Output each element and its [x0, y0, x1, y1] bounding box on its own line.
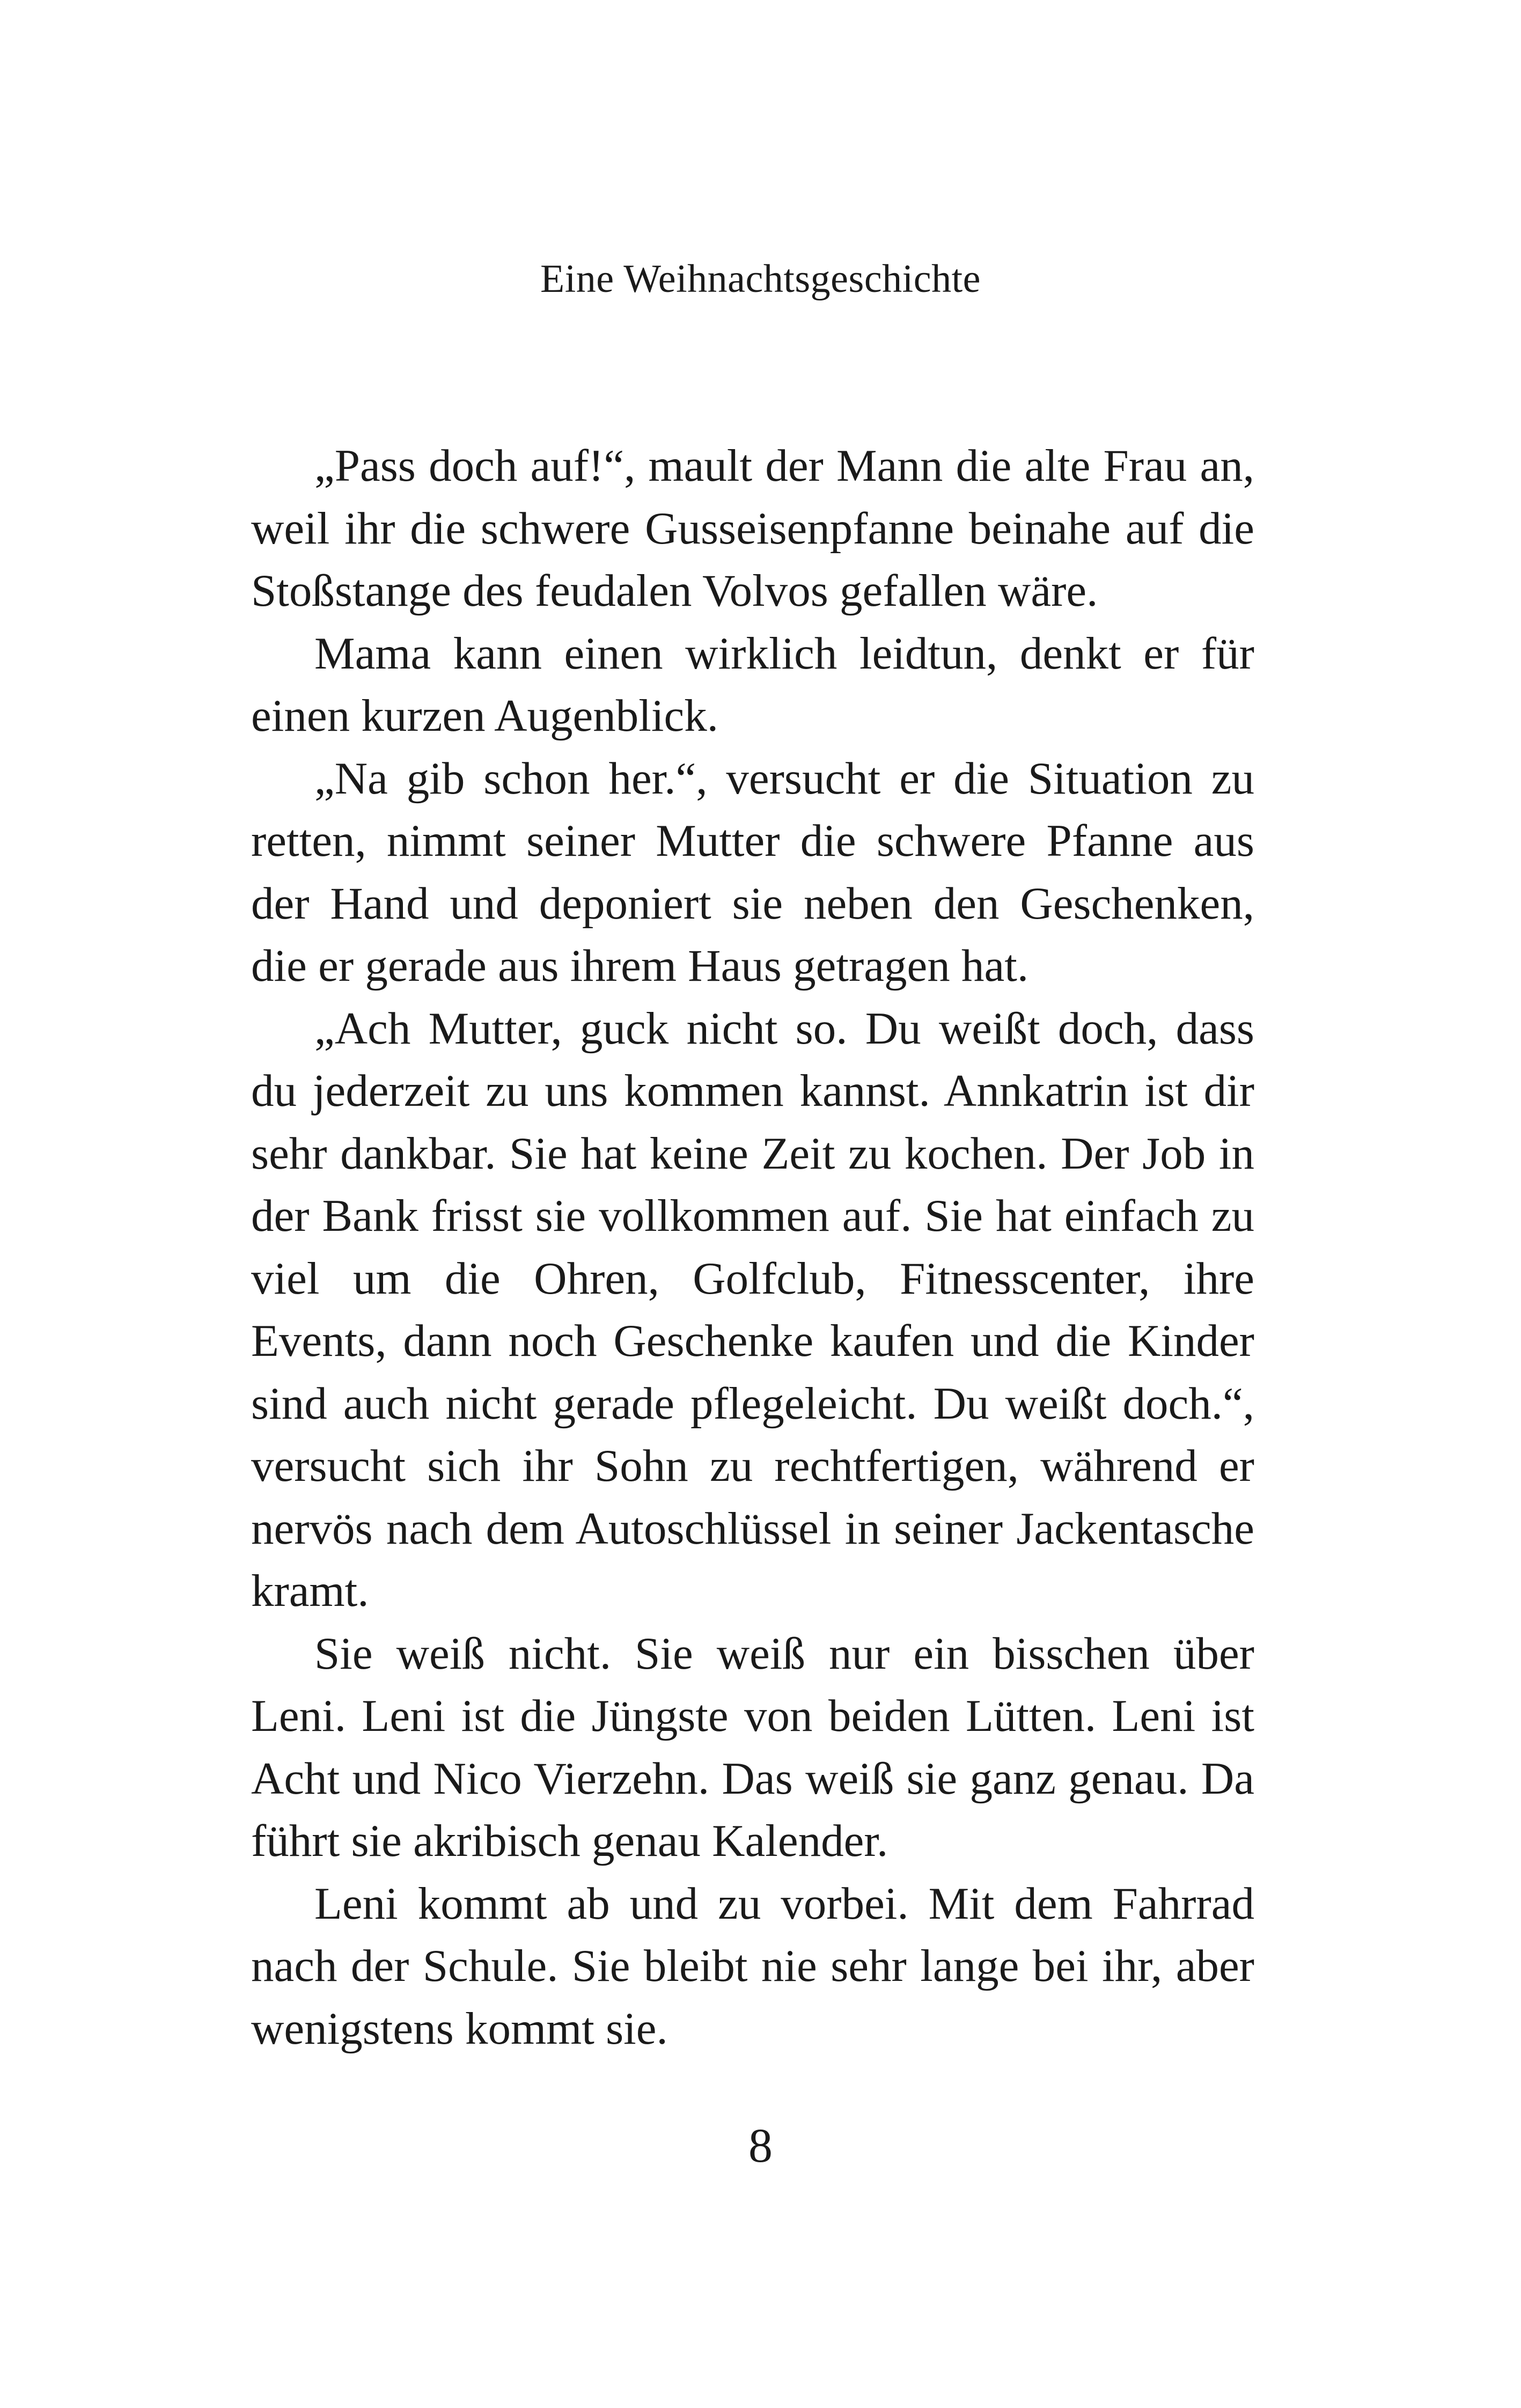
- paragraph: Leni kommt ab und zu vorbei. Mit dem Fahrrad nach der Schule. Sie bleibt nie sehr lange bei ihr, aber wenigstens kommt sie.: [251, 1878, 1254, 2054]
- body-text: [251, 435, 1254, 2060]
- paragraph: Sie weiß nicht. Sie weiß nur ein bisschen über Leni. Leni ist die Jüngste von beiden Lütten. Leni ist Acht und Nico Vierzehn. Das weiß sie ganz genau. Da führt sie akribisch genau Kalender.: [251, 1628, 1254, 1866]
- paragraph: Mama kann einen wirklich leidtun, denkt er für einen kurzen Augenblick.: [251, 628, 1254, 741]
- paragraph: „Pass doch auf!“, mault der Mann die alte Frau an, weil ihr die schwere Gusseisenpfanne beinahe auf die Stoßstange des feudalen Volvos gefallen wäre.: [251, 441, 1254, 616]
- paragraph: „Na gib schon her.“, versucht er die Situation zu retten, nimmt seiner Mutter die schwere Pfanne aus der Hand und deponiert sie neben den Geschenken, die er gerade aus ihrem Haus getragen hat.: [251, 753, 1254, 991]
- running-header: Eine Weihnachtsgeschichte: [540, 257, 981, 301]
- page-number: 8: [748, 2119, 773, 2172]
- paragraph: „Ach Mutter, guck nicht so. Du weißt doch, dass du jederzeit zu uns kommen kannst. Annkatrin ist dir sehr dankbar. Sie hat keine Zeit zu kochen. Der Job in der Bank frisst sie vollkommen auf. Sie hat einfach zu viel um die Ohren, Golfclub, Fitnesscenter, ihre Events, dann noch Geschenke kaufen und die Kinder sind auch nicht gerade pflegeleicht. Du weißt doch.“, versucht sich ihr Sohn zu rechtfertigen, während er nervös nach dem Autoschlüssel in seiner Jackentasche kramt.: [251, 1003, 1254, 1616]
